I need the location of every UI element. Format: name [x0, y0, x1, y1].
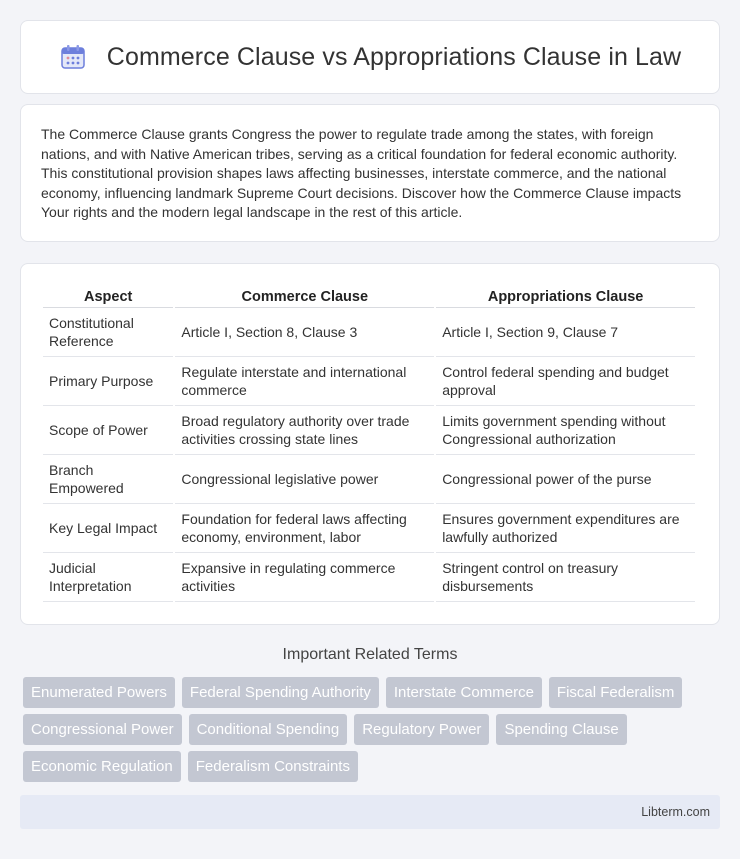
table-row [43, 455, 695, 504]
table-row [43, 553, 695, 602]
related-term-tag[interactable]: Enumerated Powers [23, 677, 175, 708]
table-row [43, 504, 695, 553]
table-header-row [43, 284, 695, 308]
related-term-tag[interactable]: Interstate Commerce [386, 677, 542, 708]
table-row [43, 308, 695, 357]
row-commerce-value: Congressional legislative power [175, 455, 434, 504]
footer-site-link[interactable]: Libterm.com [641, 805, 710, 819]
comparison-table [41, 284, 697, 602]
row-appropriations-value: Limits government spending without Congressional authorization [436, 406, 695, 455]
related-term-tag[interactable]: Regulatory Power [354, 714, 489, 745]
row-commerce-value: Article I, Section 8, Clause 3 [175, 308, 434, 357]
row-aspect: Key Legal Impact [43, 504, 173, 553]
page-title: Commerce Clause vs Appropriations Clause in Law [106, 42, 682, 71]
row-commerce-value: Foundation for federal laws affecting economy, environment, labor [175, 504, 434, 553]
related-term-tag[interactable]: Federal Spending Authority [182, 677, 379, 708]
row-aspect: Branch Empowered [43, 455, 173, 504]
header-commerce-clause: Commerce Clause [175, 284, 434, 308]
related-term-tag[interactable]: Fiscal Federalism [549, 677, 683, 708]
row-appropriations-value: Congressional power of the purse [436, 455, 695, 504]
intro-text: The Commerce Clause grants Congress the power to regulate trade among the states, with foreign nations, and with Native American tribes, serving as a critical foundation for federal economic authority. This constitutional provision shapes laws affecting businesses, interstate commerce, and the national economy, influencing landmark Supreme Court decisions. Discover how the Commerce Clause impacts Your rights and the modern legal landscape in the rest of this article. [41, 126, 682, 221]
related-term-tag[interactable]: Spending Clause [496, 714, 626, 745]
row-aspect: Judicial Interpretation [43, 553, 173, 602]
row-commerce-value: Broad regulatory authority over trade activities crossing state lines [175, 406, 434, 455]
row-commerce-value: Regulate interstate and international commerce [175, 357, 434, 406]
row-appropriations-value: Article I, Section 9, Clause 7 [436, 308, 695, 357]
table-row [43, 357, 695, 406]
related-terms-list [23, 677, 723, 788]
title-card [20, 20, 720, 94]
related-term-tag[interactable]: Conditional Spending [189, 714, 348, 745]
header-appropriations-clause: Appropriations Clause [436, 284, 695, 308]
intro-card [20, 104, 720, 242]
related-term-tag[interactable]: Congressional Power [23, 714, 182, 745]
header-aspect: Aspect [43, 284, 173, 308]
row-aspect: Constitutional Reference [43, 308, 173, 357]
comparison-card [20, 263, 720, 625]
footer [20, 795, 720, 829]
row-aspect: Scope of Power [43, 406, 173, 455]
related-terms-title: Important Related Terms [282, 646, 458, 663]
row-appropriations-value: Ensures government expenditures are lawfully authorized [436, 504, 695, 553]
row-commerce-value: Expansive in regulating commerce activities [175, 553, 434, 602]
table-row [43, 406, 695, 455]
calendar-icon [59, 43, 87, 71]
row-appropriations-value: Stringent control on treasury disbursements [436, 553, 695, 602]
row-aspect: Primary Purpose [43, 357, 173, 406]
row-appropriations-value: Control federal spending and budget approval [436, 357, 695, 406]
related-term-tag[interactable]: Economic Regulation [23, 751, 181, 782]
related-term-tag[interactable]: Federalism Constraints [188, 751, 358, 782]
